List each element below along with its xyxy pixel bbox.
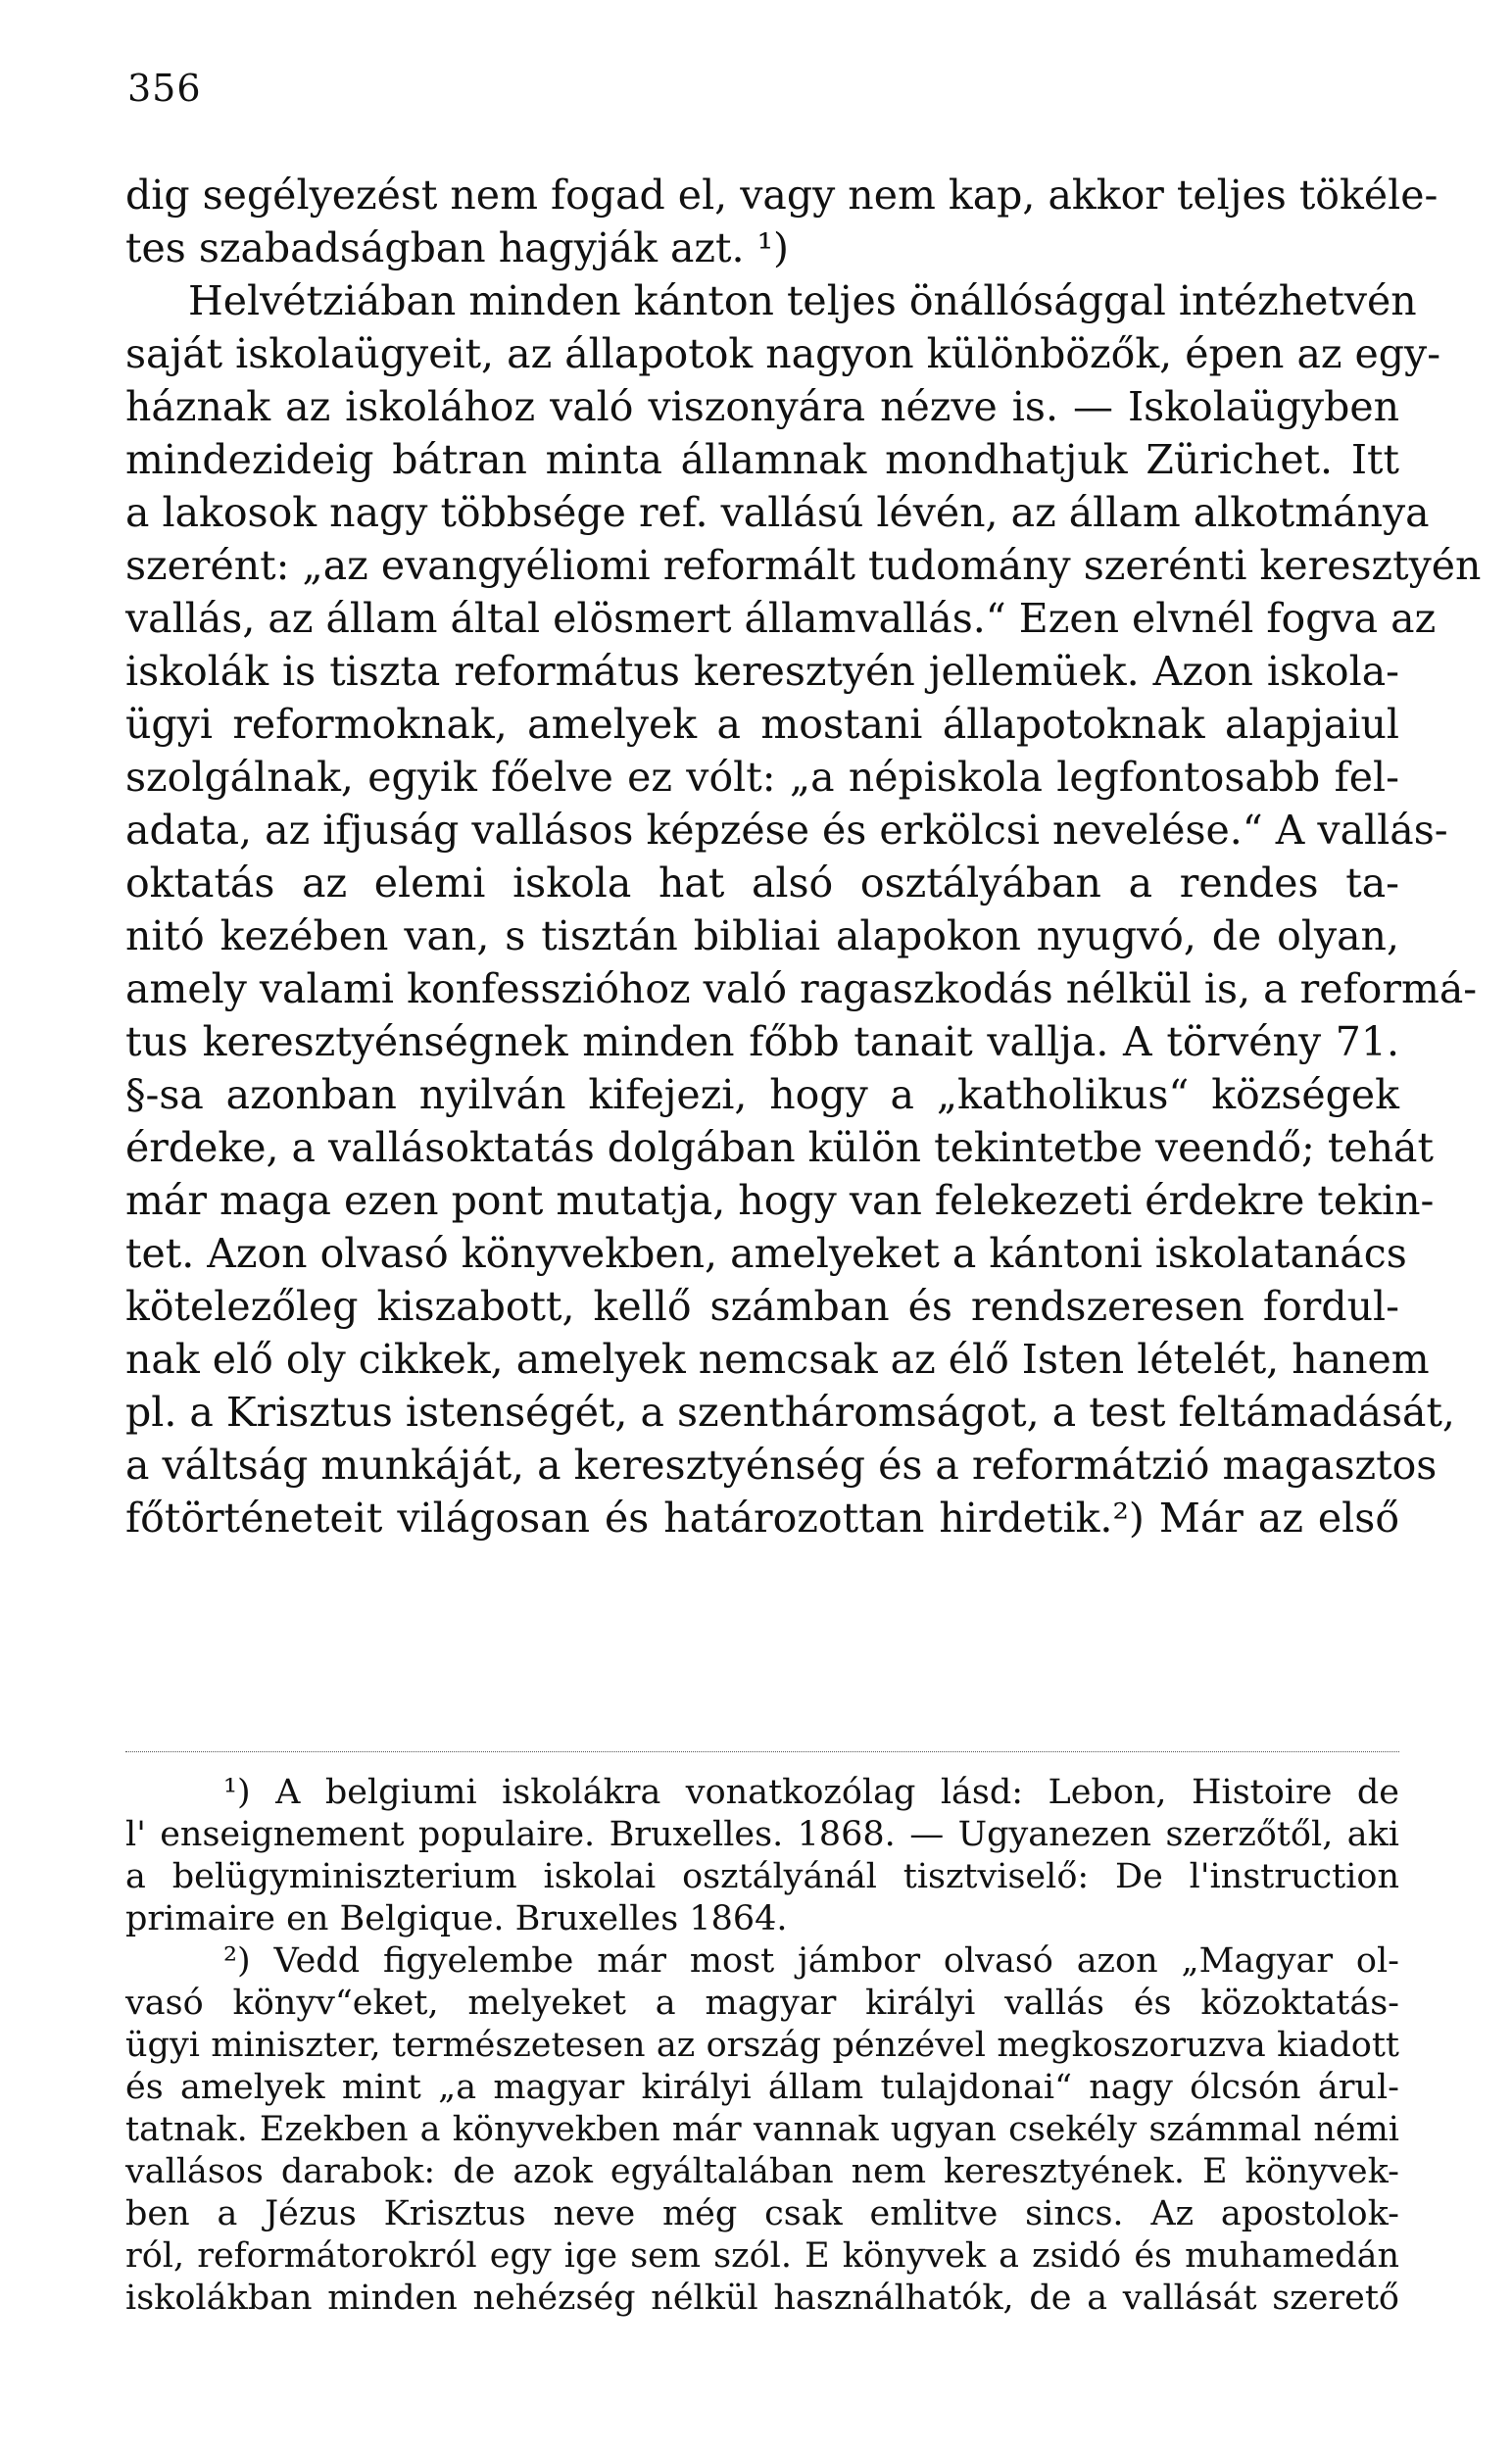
body-line-12: szolgálnak, egyik főelve ez vólt: „a népiskola legfontosabb fel- xyxy=(125,754,1399,801)
body-line-2: tes szabadságban hagyják azt. ¹) xyxy=(125,224,790,271)
footnote-divider xyxy=(125,1751,1399,1752)
footnote-2-line-7: ben a Jézus Krisztus neve még csak emlitve sincs. Az apostolok- xyxy=(125,2194,1399,2233)
body-line-1: dig segélyezést nem fogad el, vagy nem kap, akkor teljes tökéle- xyxy=(125,172,1439,219)
footnote-2-line-1: ²) Vedd figyelembe már most jámbor olvasó azon „Magyar ol- xyxy=(223,1941,1399,1981)
body-line-5: háznak az iskolához való viszonyára nézve is. — Iskolaügyben xyxy=(125,383,1399,430)
body-line-4: saját iskolaügyeit, az állapotok nagyon különbözők, épen az egy- xyxy=(125,330,1441,377)
footnote-2-line-5: tatnak. Ezekben a könyvekben már vannak ugyan csekély számmal némi xyxy=(125,2110,1399,2149)
body-line-10: iskolák is tiszta református keresztyén jellemüek. Azon iskola- xyxy=(125,648,1399,695)
body-line-20: már maga ezen pont mutatja, hogy van felekezeti érdekre tekin- xyxy=(125,1177,1435,1224)
body-line-16: amely valami konfesszióhoz való ragaszkodás nélkül is, a reformá- xyxy=(125,965,1478,1012)
body-line-7: a lakosok nagy többsége ref. vallású lévén, az állam alkotmánya xyxy=(125,489,1430,536)
footnote-1-line-4: primaire en Belgique. Bruxelles 1864. xyxy=(125,1899,788,1938)
body-line-26: főtörténeteit világosan és határozottan hirdetik.²) Már az első xyxy=(125,1495,1399,1542)
body-line-23: nak elő oly cikkek, amelyek nemcsak az élő Isten lételét, hanem xyxy=(125,1336,1430,1383)
body-line-21: tet. Azon olvasó könyvekben, amelyeket a kántoni iskolatanács xyxy=(125,1230,1407,1277)
body-line-9: vallás, az állam által elösmert államvallás.“ Ezen elvnél fogva az xyxy=(125,595,1437,642)
body-line-17: tus keresztyénségnek minden főbb tanait vallja. A törvény 71. xyxy=(125,1018,1399,1065)
footnote-1-line-2: l' enseignement populaire. Bruxelles. 1868. — Ugyanezen szerzőtől, aki xyxy=(125,1815,1399,1854)
footnote-2-line-8: ról, reformátorokról egy ige sem szól. E könyvek a zsidó és muhamedán xyxy=(125,2236,1399,2276)
footnote-2-line-3: ügyi miniszter, természetesen az ország pénzével megkoszoruzva kiadott xyxy=(125,2026,1399,2065)
footnote-2-line-6: vallásos darabok: de azok egyáltalában nem keresztyének. E könyvek- xyxy=(125,2152,1399,2191)
footnote-2-line-4: és amelyek mint „a magyar királyi állam tulajdonai“ nagy ólcsón árul- xyxy=(125,2068,1399,2107)
page-number: 356 xyxy=(127,67,202,110)
body-line-8: szerént: „az evangyéliomi reformált tudomány szerénti keresztyén xyxy=(125,542,1482,589)
footnote-2-line-2: vasó könyv“eket, melyeket a magyar királyi vallás és közoktatás- xyxy=(125,1984,1399,2023)
body-line-18: §-sa azonban nyilván kifejezi, hogy a „katholikus“ községek xyxy=(125,1071,1399,1118)
body-line-15: nitó kezében van, s tisztán bibliai alapokon nyugvó, de olyan, xyxy=(125,912,1399,959)
main-body-text xyxy=(125,169,1482,1545)
body-line-19: érdeke, a vallásoktatás dolgában külön tekintetbe veendő; tehát xyxy=(125,1124,1434,1171)
body-line-22: kötelezőleg kiszabott, kellő számban és rendszeresen fordul- xyxy=(125,1283,1399,1330)
footnote-2-line-9: iskolákban minden nehézség nélkül használhatók, de a vallását szerető xyxy=(125,2279,1399,2318)
body-line-13: adata, az ifjuság vallásos képzése és erkölcsi nevelése.“ A vallás- xyxy=(125,807,1448,854)
footnote-1-line-1: ¹) A belgiumi iskolákra vonatkozólag lásd: Lebon, Histoire de xyxy=(223,1773,1399,1812)
body-line-11: ügyi reformoknak, amelyek a mostani állapotoknak alapjaiul xyxy=(125,701,1399,748)
footnotes xyxy=(125,1772,1399,2320)
body-line-6: mindezideig bátran minta államnak mondhatjuk Zürichet. Itt xyxy=(125,436,1399,483)
body-line-24: pl. a Krisztus istenségét, a szentháromságot, a test feltámadását, xyxy=(125,1389,1455,1436)
body-line-14: oktatás az elemi iskola hat alsó osztályában a rendes ta- xyxy=(125,859,1399,907)
body-line-3: Helvétziában minden kánton teljes önállósággal intézhetvén xyxy=(188,277,1417,324)
body-line-25: a váltság munkáját, a keresztyénség és a reformátzió magasztos xyxy=(125,1442,1438,1489)
footnote-1-line-3: a belügyminiszterium iskolai osztályánál tisztviselő: De l'instruction xyxy=(125,1857,1399,1896)
